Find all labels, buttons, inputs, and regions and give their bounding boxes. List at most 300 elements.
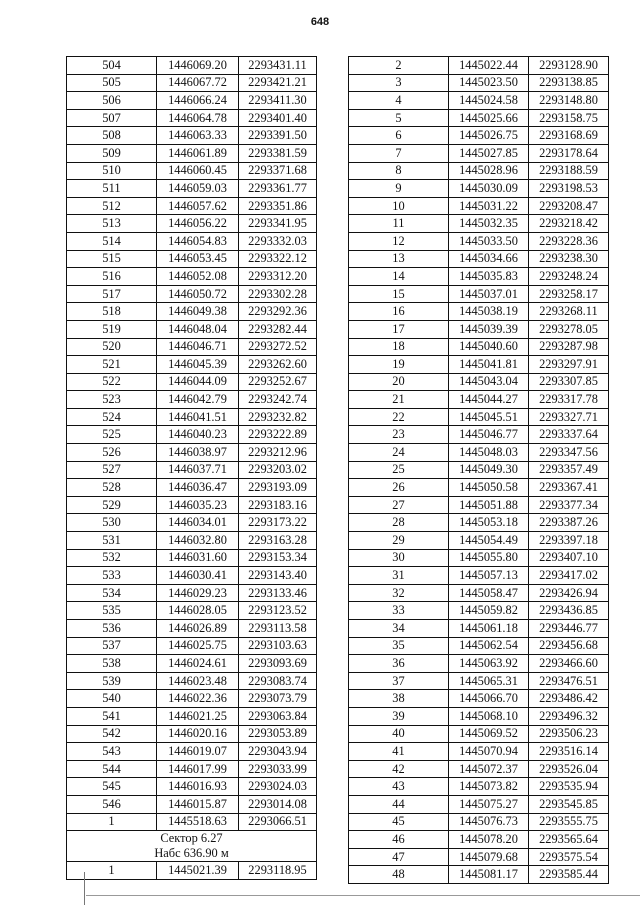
point-number: 513 — [67, 215, 157, 233]
y-coordinate: 2293496.32 — [529, 707, 609, 725]
x-coordinate: 1446061.89 — [157, 144, 239, 162]
x-coordinate: 1445030.09 — [449, 180, 529, 198]
table-row — [349, 74, 609, 92]
page-number: 648 — [310, 16, 330, 28]
point-number: 512 — [67, 197, 157, 215]
y-coordinate: 2293232.82 — [239, 408, 317, 426]
y-coordinate: 2293178.64 — [529, 144, 609, 162]
x-coordinate: 1445048.03 — [449, 444, 529, 462]
x-coordinate: 1445057.13 — [449, 567, 529, 585]
table-row — [67, 180, 317, 198]
point-number: 24 — [349, 444, 449, 462]
point-number: 18 — [349, 338, 449, 356]
point-number: 33 — [349, 602, 449, 620]
table-row — [349, 338, 609, 356]
table-row — [349, 848, 609, 866]
sector-length: Набс 636.90 м — [154, 846, 229, 861]
table-row — [67, 408, 317, 426]
table-row — [349, 778, 609, 796]
x-coordinate: 1446066.24 — [157, 92, 239, 110]
sector-title: Сектор 6.27 — [160, 831, 223, 846]
x-coordinate: 1445032.35 — [449, 215, 529, 233]
y-coordinate: 2293381.59 — [239, 144, 317, 162]
point-number: 32 — [349, 584, 449, 602]
x-coordinate: 1445070.94 — [449, 743, 529, 761]
y-coordinate: 2293222.89 — [239, 426, 317, 444]
table-row — [349, 743, 609, 761]
y-coordinate: 2293212.96 — [239, 444, 317, 462]
y-coordinate: 2293138.85 — [529, 74, 609, 92]
y-coordinate: 2293297.91 — [529, 356, 609, 374]
table-row — [349, 127, 609, 145]
x-coordinate: 1446016.93 — [157, 778, 239, 796]
table-row — [67, 127, 317, 145]
y-coordinate: 2293367.41 — [529, 479, 609, 497]
table-row — [67, 655, 317, 673]
point-number: 25 — [349, 461, 449, 479]
table-row — [67, 57, 317, 75]
x-coordinate: 1445049.30 — [449, 461, 529, 479]
table-row — [67, 672, 317, 690]
x-coordinate: 1446024.61 — [157, 655, 239, 673]
x-coordinate: 1446023.48 — [157, 672, 239, 690]
x-coordinate: 1445035.83 — [449, 268, 529, 286]
point-number: 542 — [67, 725, 157, 743]
y-coordinate: 2293287.98 — [529, 338, 609, 356]
table-row — [349, 391, 609, 409]
table-row — [67, 479, 317, 497]
point-number: 16 — [349, 303, 449, 321]
x-coordinate: 1446021.25 — [157, 707, 239, 725]
y-coordinate: 2293143.40 — [239, 567, 317, 585]
point-number: 1 — [67, 862, 157, 880]
x-coordinate: 1446028.05 — [157, 602, 239, 620]
sector-row — [67, 831, 317, 862]
point-number: 507 — [67, 109, 157, 127]
y-coordinate: 2293043.94 — [239, 743, 317, 761]
y-coordinate: 2293535.94 — [529, 778, 609, 796]
x-coordinate: 1446053.45 — [157, 250, 239, 268]
right-coordinates-table — [348, 56, 609, 884]
y-coordinate: 2293516.14 — [529, 743, 609, 761]
y-coordinate: 2293208.47 — [529, 197, 609, 215]
table-row — [349, 725, 609, 743]
x-coordinate: 1445065.31 — [449, 672, 529, 690]
point-number: 14 — [349, 268, 449, 286]
y-coordinate: 2293153.34 — [239, 549, 317, 567]
y-coordinate: 2293272.52 — [239, 338, 317, 356]
x-coordinate: 1445053.18 — [449, 514, 529, 532]
y-coordinate: 2293024.03 — [239, 778, 317, 796]
point-number: 12 — [349, 232, 449, 250]
table-row — [67, 461, 317, 479]
point-number: 17 — [349, 320, 449, 338]
point-number: 526 — [67, 444, 157, 462]
y-coordinate: 2293565.64 — [529, 831, 609, 849]
x-coordinate: 1446064.78 — [157, 109, 239, 127]
y-coordinate: 2293307.85 — [529, 373, 609, 391]
point-number: 535 — [67, 602, 157, 620]
y-coordinate: 2293248.24 — [529, 268, 609, 286]
y-coordinate: 2293193.09 — [239, 479, 317, 497]
table-row — [349, 232, 609, 250]
table-row — [349, 356, 609, 374]
table-row — [67, 92, 317, 110]
y-coordinate: 2293332.03 — [239, 232, 317, 250]
y-coordinate: 2293073.79 — [239, 690, 317, 708]
y-coordinate: 2293103.63 — [239, 637, 317, 655]
x-coordinate: 1446040.23 — [157, 426, 239, 444]
table-row — [349, 303, 609, 321]
y-coordinate: 2293228.36 — [529, 232, 609, 250]
y-coordinate: 2293053.89 — [239, 725, 317, 743]
table-row — [67, 444, 317, 462]
x-coordinate: 1446022.36 — [157, 690, 239, 708]
point-number: 515 — [67, 250, 157, 268]
point-number: 516 — [67, 268, 157, 286]
point-number: 30 — [349, 549, 449, 567]
x-coordinate: 1446048.04 — [157, 320, 239, 338]
y-coordinate: 2293198.53 — [529, 180, 609, 198]
x-coordinate: 1445039.39 — [449, 320, 529, 338]
x-coordinate: 1445033.50 — [449, 232, 529, 250]
y-coordinate: 2293302.28 — [239, 285, 317, 303]
x-coordinate: 1446015.87 — [157, 795, 239, 813]
table-row — [349, 285, 609, 303]
y-coordinate: 2293203.02 — [239, 461, 317, 479]
x-coordinate: 1445059.82 — [449, 602, 529, 620]
y-coordinate: 2293476.51 — [529, 672, 609, 690]
x-coordinate: 1446041.51 — [157, 408, 239, 426]
table-row — [67, 760, 317, 778]
x-coordinate: 1445063.92 — [449, 655, 529, 673]
point-number: 533 — [67, 567, 157, 585]
y-coordinate: 2293351.86 — [239, 197, 317, 215]
table-row — [67, 162, 317, 180]
table-row — [67, 813, 317, 831]
table-row — [67, 707, 317, 725]
point-number: 35 — [349, 637, 449, 655]
table-row — [349, 514, 609, 532]
point-number: 9 — [349, 180, 449, 198]
point-number: 22 — [349, 408, 449, 426]
table-row — [67, 514, 317, 532]
table-row — [67, 602, 317, 620]
x-coordinate: 1445041.81 — [449, 356, 529, 374]
x-coordinate: 1446035.23 — [157, 496, 239, 514]
y-coordinate: 2293163.28 — [239, 532, 317, 550]
y-coordinate: 2293426.94 — [529, 584, 609, 602]
x-coordinate: 1445061.18 — [449, 620, 529, 638]
point-number: 20 — [349, 373, 449, 391]
point-number: 11 — [349, 215, 449, 233]
table-row — [349, 831, 609, 849]
x-coordinate: 1445076.73 — [449, 813, 529, 831]
y-coordinate: 2293555.75 — [529, 813, 609, 831]
point-number: 525 — [67, 426, 157, 444]
x-coordinate: 1446020.16 — [157, 725, 239, 743]
x-coordinate: 1446032.80 — [157, 532, 239, 550]
point-number: 530 — [67, 514, 157, 532]
x-coordinate: 1445078.20 — [449, 831, 529, 849]
y-coordinate: 2293436.85 — [529, 602, 609, 620]
point-number: 38 — [349, 690, 449, 708]
x-coordinate: 1445031.22 — [449, 197, 529, 215]
table-row — [349, 250, 609, 268]
table-row — [349, 320, 609, 338]
table-row — [349, 655, 609, 673]
table-row — [349, 584, 609, 602]
point-number: 4 — [349, 92, 449, 110]
y-coordinate: 2293411.30 — [239, 92, 317, 110]
point-number: 10 — [349, 197, 449, 215]
table-row — [67, 862, 317, 880]
table-row — [349, 549, 609, 567]
table-row — [67, 197, 317, 215]
point-number: 1 — [67, 813, 157, 831]
x-coordinate: 1446054.83 — [157, 232, 239, 250]
y-coordinate: 2293252.67 — [239, 373, 317, 391]
table-row — [67, 567, 317, 585]
table-row — [67, 391, 317, 409]
point-number: 34 — [349, 620, 449, 638]
table-row — [67, 496, 317, 514]
table-row — [349, 197, 609, 215]
point-number: 534 — [67, 584, 157, 602]
y-coordinate: 2293183.16 — [239, 496, 317, 514]
y-coordinate: 2293431.11 — [239, 57, 317, 75]
x-coordinate: 1446044.09 — [157, 373, 239, 391]
table-row — [67, 426, 317, 444]
point-number: 31 — [349, 567, 449, 585]
point-number: 505 — [67, 74, 157, 92]
table-row — [67, 637, 317, 655]
table-row — [349, 426, 609, 444]
y-coordinate: 2293357.49 — [529, 461, 609, 479]
y-coordinate: 2293446.77 — [529, 620, 609, 638]
x-coordinate: 1445037.01 — [449, 285, 529, 303]
point-number: 47 — [349, 848, 449, 866]
margin-line — [84, 872, 85, 905]
table-row — [349, 215, 609, 233]
x-coordinate: 1446031.60 — [157, 549, 239, 567]
x-coordinate: 1445069.52 — [449, 725, 529, 743]
table-row — [67, 268, 317, 286]
x-coordinate: 1446049.38 — [157, 303, 239, 321]
y-coordinate: 2293258.17 — [529, 285, 609, 303]
y-coordinate: 2293347.56 — [529, 444, 609, 462]
y-coordinate: 2293128.90 — [529, 57, 609, 75]
y-coordinate: 2293292.36 — [239, 303, 317, 321]
y-coordinate: 2293466.60 — [529, 655, 609, 673]
y-coordinate: 2293397.18 — [529, 532, 609, 550]
x-coordinate: 1446042.79 — [157, 391, 239, 409]
x-coordinate: 1445040.60 — [449, 338, 529, 356]
point-number: 546 — [67, 795, 157, 813]
point-number: 511 — [67, 180, 157, 198]
table-row — [67, 232, 317, 250]
table-row — [67, 74, 317, 92]
point-number: 39 — [349, 707, 449, 725]
y-coordinate: 2293401.40 — [239, 109, 317, 127]
table-row — [67, 690, 317, 708]
point-number: 536 — [67, 620, 157, 638]
table-row — [67, 109, 317, 127]
x-coordinate: 1445046.77 — [449, 426, 529, 444]
y-coordinate: 2293312.20 — [239, 268, 317, 286]
point-number: 529 — [67, 496, 157, 514]
x-coordinate: 1445081.17 — [449, 866, 529, 884]
y-coordinate: 2293575.54 — [529, 848, 609, 866]
x-coordinate: 1445045.51 — [449, 408, 529, 426]
x-coordinate: 1445062.54 — [449, 637, 529, 655]
table-row — [349, 602, 609, 620]
table-row — [349, 760, 609, 778]
y-coordinate: 2293317.78 — [529, 391, 609, 409]
y-coordinate: 2293545.85 — [529, 795, 609, 813]
x-coordinate: 1445024.58 — [449, 92, 529, 110]
table-row — [349, 57, 609, 75]
point-number: 545 — [67, 778, 157, 796]
table-row — [67, 532, 317, 550]
point-number: 519 — [67, 320, 157, 338]
x-coordinate: 1445043.04 — [449, 373, 529, 391]
y-coordinate: 2293118.95 — [239, 862, 317, 880]
x-coordinate: 1445023.50 — [449, 74, 529, 92]
y-coordinate: 2293268.11 — [529, 303, 609, 321]
point-number: 23 — [349, 426, 449, 444]
x-coordinate: 1445068.10 — [449, 707, 529, 725]
x-coordinate: 1446036.47 — [157, 479, 239, 497]
point-number: 544 — [67, 760, 157, 778]
x-coordinate: 1446034.01 — [157, 514, 239, 532]
table-row — [349, 144, 609, 162]
x-coordinate: 1446057.62 — [157, 197, 239, 215]
point-number: 6 — [349, 127, 449, 145]
point-number: 517 — [67, 285, 157, 303]
point-number: 521 — [67, 356, 157, 374]
table-row — [67, 144, 317, 162]
table-row — [67, 356, 317, 374]
point-number: 537 — [67, 637, 157, 655]
point-number: 37 — [349, 672, 449, 690]
y-coordinate: 2293526.04 — [529, 760, 609, 778]
y-coordinate: 2293417.02 — [529, 567, 609, 585]
x-coordinate: 1445021.39 — [157, 862, 239, 880]
y-coordinate: 2293371.68 — [239, 162, 317, 180]
table-row — [67, 725, 317, 743]
table-row — [67, 320, 317, 338]
point-number: 15 — [349, 285, 449, 303]
x-coordinate: 1445026.75 — [449, 127, 529, 145]
table-row — [67, 795, 317, 813]
point-number: 527 — [67, 461, 157, 479]
table-row — [349, 109, 609, 127]
x-coordinate: 1445072.37 — [449, 760, 529, 778]
table-row — [67, 285, 317, 303]
table-row — [349, 795, 609, 813]
point-number: 21 — [349, 391, 449, 409]
point-number: 29 — [349, 532, 449, 550]
y-coordinate: 2293322.12 — [239, 250, 317, 268]
point-number: 539 — [67, 672, 157, 690]
y-coordinate: 2293387.26 — [529, 514, 609, 532]
table-row — [349, 444, 609, 462]
point-number: 524 — [67, 408, 157, 426]
table-row — [349, 532, 609, 550]
x-coordinate: 1446050.72 — [157, 285, 239, 303]
table-row — [349, 180, 609, 198]
point-number: 538 — [67, 655, 157, 673]
point-number: 2 — [349, 57, 449, 75]
table-row — [67, 743, 317, 761]
point-number: 509 — [67, 144, 157, 162]
point-number: 531 — [67, 532, 157, 550]
y-coordinate: 2293033.99 — [239, 760, 317, 778]
y-coordinate: 2293421.21 — [239, 74, 317, 92]
x-coordinate: 1445066.70 — [449, 690, 529, 708]
point-number: 520 — [67, 338, 157, 356]
table-row — [349, 707, 609, 725]
x-coordinate: 1446025.75 — [157, 637, 239, 655]
y-coordinate: 2293014.08 — [239, 795, 317, 813]
table-row — [67, 215, 317, 233]
point-number: 510 — [67, 162, 157, 180]
x-coordinate: 1445058.47 — [449, 584, 529, 602]
point-number: 543 — [67, 743, 157, 761]
table-row — [349, 620, 609, 638]
y-coordinate: 2293278.05 — [529, 320, 609, 338]
table-row — [349, 866, 609, 884]
x-coordinate: 1446030.41 — [157, 567, 239, 585]
table-row — [349, 496, 609, 514]
x-coordinate: 1445028.96 — [449, 162, 529, 180]
point-number: 45 — [349, 813, 449, 831]
y-coordinate: 2293407.10 — [529, 549, 609, 567]
table-row — [67, 549, 317, 567]
point-number: 532 — [67, 549, 157, 567]
point-number: 518 — [67, 303, 157, 321]
table-row — [349, 567, 609, 585]
y-coordinate: 2293282.44 — [239, 320, 317, 338]
point-number: 19 — [349, 356, 449, 374]
point-number: 43 — [349, 778, 449, 796]
point-number: 504 — [67, 57, 157, 75]
y-coordinate: 2293377.34 — [529, 496, 609, 514]
point-number: 46 — [349, 831, 449, 849]
point-number: 541 — [67, 707, 157, 725]
table-row — [349, 162, 609, 180]
table-row — [67, 338, 317, 356]
x-coordinate: 1445073.82 — [449, 778, 529, 796]
x-coordinate: 1446045.39 — [157, 356, 239, 374]
table-row — [67, 584, 317, 602]
y-coordinate: 2293158.75 — [529, 109, 609, 127]
point-number: 26 — [349, 479, 449, 497]
y-coordinate: 2293341.95 — [239, 215, 317, 233]
x-coordinate: 1445022.44 — [449, 57, 529, 75]
y-coordinate: 2293066.51 — [239, 813, 317, 831]
table-row — [67, 250, 317, 268]
point-number: 514 — [67, 232, 157, 250]
y-coordinate: 2293337.64 — [529, 426, 609, 444]
y-coordinate: 2293361.77 — [239, 180, 317, 198]
table-row — [67, 373, 317, 391]
y-coordinate: 2293083.74 — [239, 672, 317, 690]
x-coordinate: 1446029.23 — [157, 584, 239, 602]
x-coordinate: 1446046.71 — [157, 338, 239, 356]
point-number: 522 — [67, 373, 157, 391]
